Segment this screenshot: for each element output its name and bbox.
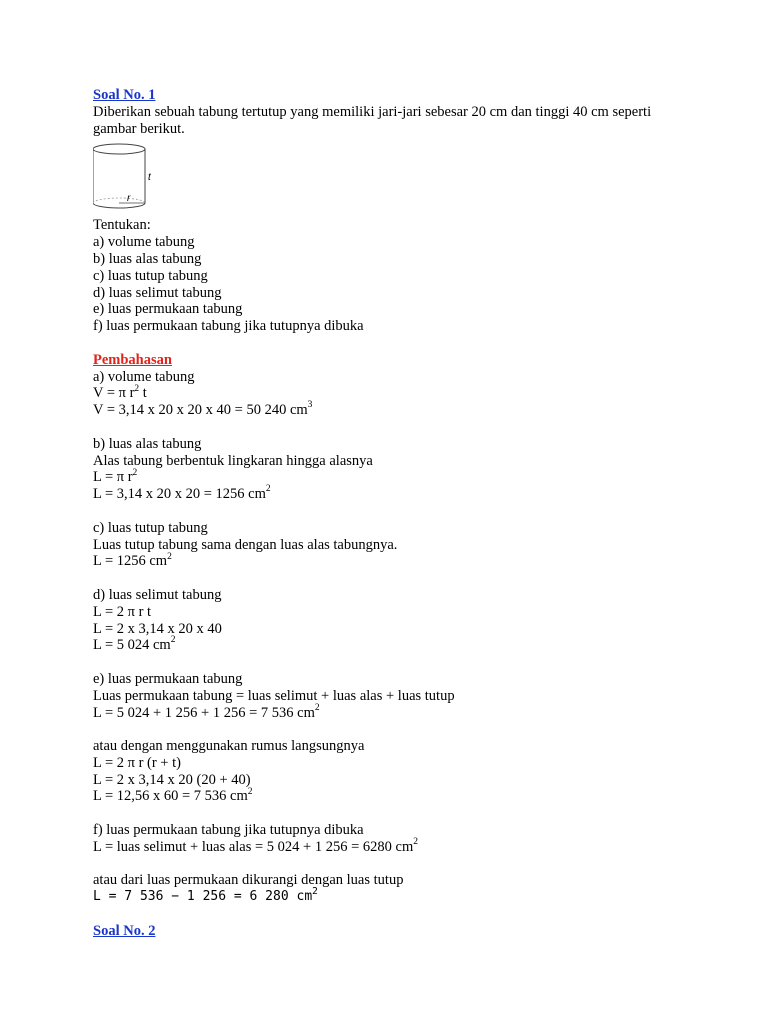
answer-b-desc: Alas tabung berbentuk lingkaran hingga alasnya — [93, 452, 373, 469]
answer-f-heading: f) luas permukaan tabung jika tutupnya dibuka — [93, 822, 364, 839]
exponent: 2 — [314, 702, 320, 713]
spacer — [93, 419, 693, 436]
answer-f-calc — [93, 839, 693, 856]
spacer — [93, 335, 693, 352]
answer-a-calc — [93, 402, 693, 419]
exponent: 2 — [170, 635, 176, 646]
spacer — [93, 805, 693, 822]
result-text: L = 12,56 x 60 = 7 536 cm — [93, 788, 248, 805]
question-item-c: c) luas tutup tabung — [93, 267, 208, 284]
calc-text: V = 3,14 x 20 x 20 x 40 = 50 240 cm — [93, 402, 308, 419]
result-text: L = 1256 cm — [93, 553, 168, 570]
answer-d-formula: L = 2 π r t — [93, 603, 152, 620]
exponent: 2 — [413, 837, 418, 848]
spacer — [93, 721, 693, 738]
question-item-d: d) luas selimut tabung — [93, 284, 222, 301]
soal-1-link[interactable]: Soal No. 1 — [93, 87, 156, 103]
answer-b-calc — [93, 486, 693, 503]
calc-text: L = luas selimut + luas alas = 5 024 + 1 256 = 6280 cm — [93, 838, 414, 855]
calc-text: L = 7 536 − 1 256 = 6 280 cm — [93, 889, 313, 905]
spacer — [93, 570, 693, 587]
formula-text: V = π r — [93, 385, 135, 402]
answer-e-alt-formula: L = 2 π r (r + t) — [93, 754, 181, 771]
label-r: r — [127, 193, 131, 205]
exponent: 2 — [265, 484, 271, 495]
exponent: 3 — [307, 400, 313, 411]
answer-d-calc: L = 2 x 3,14 x 20 x 40 — [93, 620, 222, 637]
answer-f-alt-intro: atau dari luas permukaan dikurangi dengan luas tutup — [93, 872, 404, 889]
answer-f-alt-calc — [93, 885, 693, 906]
answer-e-calc — [93, 702, 693, 722]
formula-text: L = π r — [93, 469, 133, 486]
question-item-e: e) luas permukaan tabung — [93, 301, 243, 318]
document-content — [93, 87, 693, 940]
answer-e-desc: Luas permukaan tabung = luas selimut + luas alas + luas tutup — [93, 687, 455, 704]
answer-d-heading: d) luas selimut tabung — [93, 586, 222, 603]
answer-d-result — [93, 637, 693, 654]
answer-c-heading: c) luas tutup tabung — [93, 519, 208, 536]
exponent: 2 — [167, 551, 172, 562]
answer-e-heading: e) luas permukaan tabung — [93, 670, 243, 687]
soal-2-link[interactable]: Soal No. 2 — [93, 922, 156, 939]
question-item-a: a) volume tabung — [93, 234, 195, 251]
answer-b-heading: b) luas alas tabung — [93, 435, 202, 452]
cylinder-figure — [93, 141, 163, 213]
pembahasan-heading: Pembahasan — [93, 351, 172, 368]
answer-e-alt-calc: L = 2 x 3,14 x 20 (20 + 40) — [93, 771, 251, 788]
exponent: 2 — [132, 467, 138, 478]
exponent: 2 — [134, 383, 140, 394]
answer-e-alt-result — [93, 788, 693, 805]
soal-1-question: Diberikan sebuah tabung tertutup yang memiliki jari-jari sebesar 20 cm dan tinggi 40 cm seperti gambar berikut. — [93, 103, 652, 137]
cylinder-diagram — [93, 141, 163, 213]
answer-c-result — [93, 553, 693, 570]
spacer — [93, 906, 693, 923]
answer-b-formula — [93, 469, 693, 486]
spacer — [93, 654, 693, 671]
question-item-f: f) luas permukaan tabung jika tutupnya dibuka — [93, 318, 364, 335]
calc-text: L = 5 024 + 1 256 + 1 256 = 7 536 cm — [93, 704, 315, 721]
exponent: 2 — [247, 786, 253, 797]
answer-a-heading: a) volume tabung — [93, 368, 195, 385]
answer-c-desc: Luas tutup tabung sama dengan luas alas tabungnya. — [93, 536, 398, 553]
calc-text: L = 3,14 x 20 x 20 = 1256 cm — [93, 486, 266, 503]
question-item-b: b) luas alas tabung — [93, 250, 202, 267]
label-t: t — [148, 172, 151, 184]
prompt-text: Tentukan: — [93, 217, 151, 234]
answer-a-formula — [93, 385, 693, 402]
formula-tail: t — [139, 385, 147, 402]
result-text: L = 5 024 cm — [93, 637, 171, 654]
exponent: 2 — [312, 885, 318, 897]
answer-e-alt-intro: atau dengan menggunakan rumus langsungnya — [93, 738, 365, 755]
spacer — [93, 856, 693, 873]
spacer — [93, 503, 693, 520]
